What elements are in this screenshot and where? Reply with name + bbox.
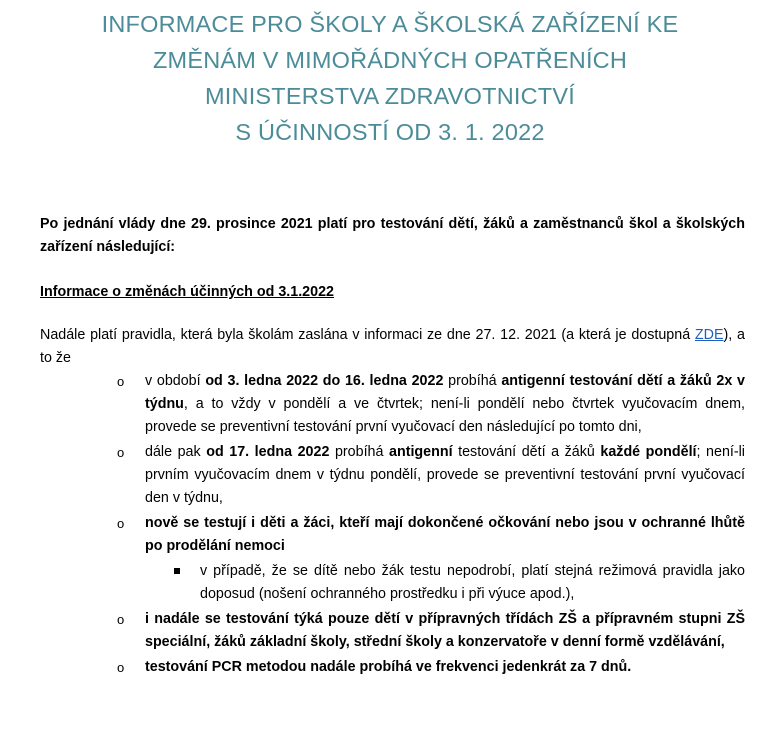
item-2-text-g: ; není-li prvním vyučovacím dnem v týdnu pondělí, provede se preventivní testování první vyučovací den v týdnu, [145, 444, 745, 506]
item-1-text-a: v období [145, 373, 206, 389]
para-text-before: Nadále platí pravidla, která byla školám zaslána v informaci ze dne 27. 12. 2021 (a která je dostupná [40, 327, 695, 343]
zde-link[interactable]: ZDE [694, 327, 724, 343]
circle-bullet-icon: o [117, 445, 125, 460]
item-5-text: testování PCR metodou nadále probíhá ve frekvenci jedenkrát za 7 dnů. [145, 659, 632, 675]
rules-list [0, 370, 778, 681]
item-2-bold-antigen: antigenní [389, 444, 453, 460]
list-subitem-3-1 [200, 560, 745, 606]
item-2-text-c: probíhá [329, 444, 390, 460]
para-text-after: ), a to že [40, 327, 745, 366]
list-item-4 [117, 608, 745, 654]
circle-bullet-icon: o [117, 374, 125, 389]
square-bullet-icon [174, 568, 180, 574]
item-2-bold-monday: každé pondělí [600, 444, 697, 460]
item-1-bold-frequency: antigenní testování dětí a žáků 2x v týdnu [145, 373, 745, 412]
item-2-bold-date: od 17. ledna 2022 [206, 444, 330, 460]
intro-paragraph: Po jednání vlády dne 29. prosince 2021 platí pro testování dětí, žáků a zaměstnanců škol a školských zařízení následující: [40, 216, 745, 255]
list-item-2 [117, 441, 745, 510]
item-1-text-e: , a to vždy v pondělí a ve čtvrtek; není-li pondělí nebo čtvrtek vyučovacím dnem, provede se preventivní testování první vyučovací den následující po tomto dni, [145, 396, 745, 435]
circle-bullet-icon: o [117, 516, 125, 531]
section-heading: Informace o změnách účinných od 3.1.2022 [40, 284, 334, 300]
item-4-text: i nadále se testování týká pouze dětí v přípravných třídách ZŠ a přípravném stupni ZŠ speciální, žáků základní školy, střední školy a konzervatoře v denní formě vzdělávání, [145, 611, 745, 650]
title-line-1: INFORMACE PRO ŠKOLY A ŠKOLSKÁ ZAŘÍZENÍ KE [101, 11, 679, 37]
list-item-5 [117, 656, 745, 679]
document-title [40, 6, 740, 150]
item-1-bold-dates: od 3. ledna 2022 do 16. ledna 2022 [205, 373, 444, 389]
circle-bullet-icon: o [117, 660, 125, 675]
item-2-text-a: dále pak [145, 444, 207, 460]
list-item-3 [117, 512, 745, 558]
rules-paragraph [40, 324, 745, 370]
title-line-4: S ÚČINNOSTÍ OD 3. 1. 2022 [235, 119, 545, 145]
subitem-text: v případě, že se dítě nebo žák testu nepodrobí, platí stejná režimová pravidla jako doposud (nošení ochranného prostředku i při výuce apod.), [200, 563, 745, 602]
title-line-3: MINISTERSTVA ZDRAVOTNICTVÍ [205, 83, 575, 109]
item-1-text-c: probíhá [443, 373, 502, 389]
circle-bullet-icon: o [117, 612, 125, 627]
item-3-text: nově se testují i děti a žáci, kteří mají dokončené očkování nebo jsou v ochranné lhůtě po prodělání nemoci [145, 515, 745, 554]
list-item-1 [117, 370, 745, 439]
title-line-2: ZMĚNÁM V MIMOŘÁDNÝCH OPATŘENÍCH [152, 47, 628, 73]
item-2-text-e: testování dětí a žáků [452, 444, 601, 460]
